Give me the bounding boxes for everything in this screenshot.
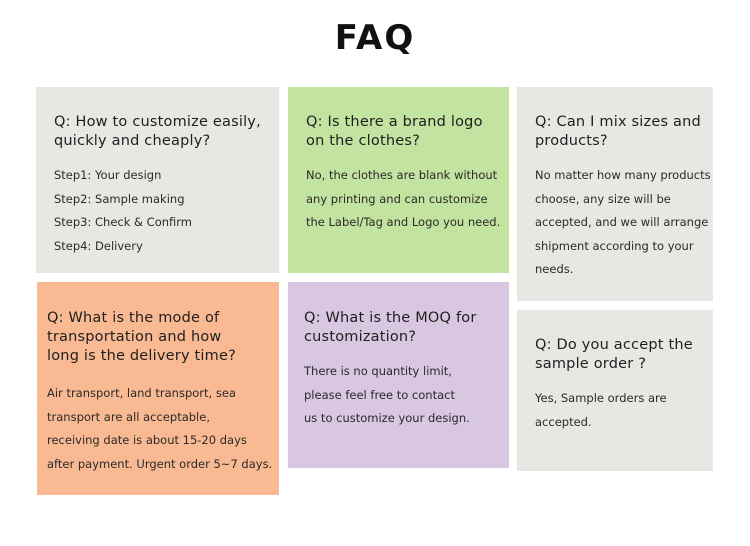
faq-answer: Air transport, land transport, sea transport are all acceptable, receiving date is about 15-20 days after payment. Urgent order 5~7 days. [47, 386, 273, 471]
faq-card-customize [36, 87, 279, 273]
faq-question: Q: How to customize easily, quickly and cheaply? [54, 114, 261, 149]
page-title: FAQ [334, 18, 416, 58]
faq-card-moq [288, 282, 509, 468]
faq-question: Q: What is the mode of transportation and how long is the delivery time? [47, 310, 236, 364]
faq-card-brand-logo [288, 87, 509, 273]
faq-question: Q: Can I mix sizes and products? [535, 114, 701, 149]
faq-question: Q: Is there a brand logo on the clothes? [306, 114, 483, 149]
faq-card-sample-order [517, 310, 713, 471]
faq-card-transportation [37, 282, 279, 495]
faq-answer: There is no quantity limit, please feel free to contact us to customize your design. [304, 364, 470, 425]
faq-answer: No matter how many products choose, any size will be accepted, and we will arrange shipment according to your needs. [535, 168, 711, 276]
faq-answer: Step1: Your design Step2: Sample making Step3: Check & Confirm Step4: Delivery [54, 168, 193, 253]
faq-question: Q: What is the MOQ for customization? [304, 310, 477, 345]
faq-card-mix-sizes [517, 87, 713, 301]
faq-question: Q: Do you accept the sample order ? [535, 337, 693, 372]
faq-answer: Yes, Sample orders are accepted. [535, 391, 667, 429]
faq-answer: No, the clothes are blank without any printing and can customize the Label/Tag and Logo you need. [306, 168, 501, 229]
